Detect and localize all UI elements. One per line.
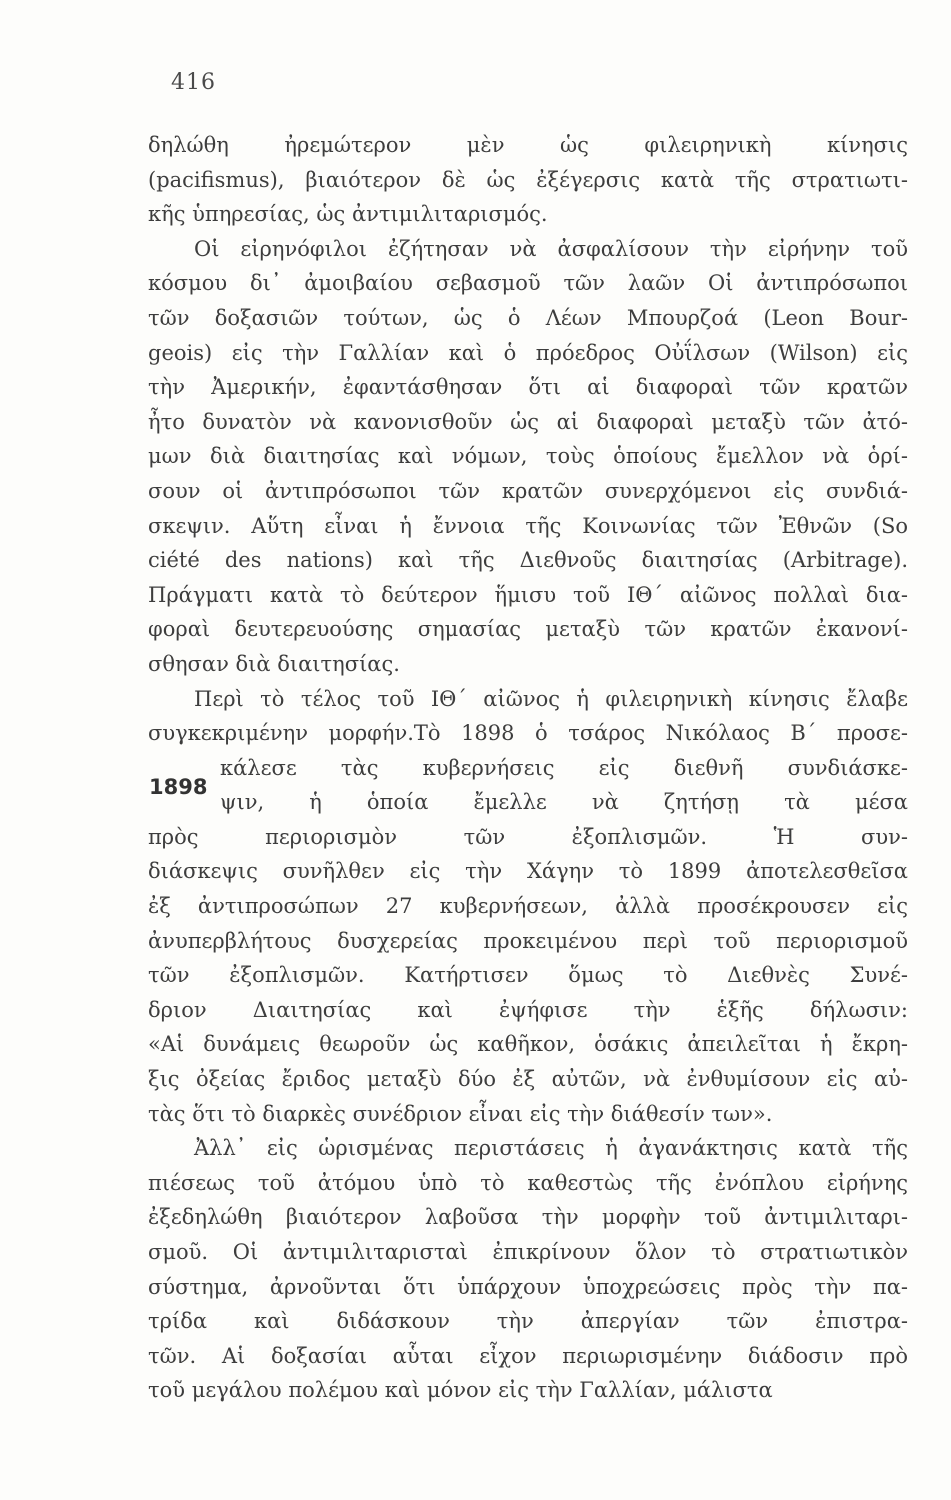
text-line: διάσκεψις συνῆλθεν εἰς τὴν Χάγην τὸ 1899 ἀποτελεσθεῖσα: [148, 859, 908, 884]
text-line: ἀνυπερβλήτους δυσχερείας προκειμένου περὶ τοῦ περιορισμοῦ: [148, 928, 908, 953]
text-line: τὴν Ἀμερικήν, ἐφαντάσθησαν ὅτι αἱ διαφοραὶ τῶν κρατῶν: [148, 375, 908, 400]
text-line: σουν οἱ ἀντιπρόσωποι τῶν κρατῶν συνερχόμενοι εἰς συνδιά-: [148, 478, 908, 503]
text-line: πρὸς περιορισμὸν τῶν ἐξοπλισμῶν. Ἡ συν-: [148, 824, 908, 849]
text-line: ἐξ ἀντιπροσώπων 27 κυβερνήσεων, ἀλλὰ προσέκρουσεν εἰς: [148, 894, 908, 919]
text-line: κάλεσε τὰς κυβερνήσεις εἰς διεθνῆ συνδιάσκε-: [220, 755, 908, 780]
text-line: ψιν, ἡ ὁποία ἔμελλε νὰ ζητήσῃ τὰ μέσα: [220, 790, 908, 815]
text-line: ciété des nations) καὶ τῆς Διεθνοῦς διαιτησίας (Arbitrage).: [148, 548, 908, 573]
text-line: κῆς ὑπηρεσίας, ὡς ἀντιμιλιταρισμός.: [148, 202, 548, 227]
text-line: ξις ὀξείας ἔριδος μεταξὺ δύο ἐξ αὐτῶν, νὰ ἐνθυμίσουν εἰς αὐ-: [148, 1067, 908, 1092]
text-line: Ἀλλ᾿ εἰς ὡρισμένας περιστάσεις ἡ ἀγανάκτησις κατὰ τῆς: [194, 1136, 908, 1161]
text-line: μων διὰ διαιτησίας καὶ νόμων, τοὺς ὁποίους ἔμελλον νὰ ὁρί-: [148, 444, 908, 469]
text-line: σύστημα, ἀρνοῦνται ὅτι ὑπάρχουν ὑποχρεώσεις πρὸς τὴν πα-: [148, 1274, 908, 1299]
text-line: σθησαν διὰ διαιτησίας.: [148, 651, 400, 676]
text-line: τοῦ μεγάλου πολέμου καὶ μόνον εἰς τὴν Γαλλίαν, μάλιστα: [148, 1378, 773, 1403]
text-line: συγκεκριμένην μορφήν.Τὸ 1898 ὁ τσάρος Νικόλαος Β´ προσε-: [148, 721, 908, 746]
text-line: σκεψιν. Αὕτη εἶναι ἡ ἔννοια τῆς Κοινωνίας τῶν Ἐθνῶν (So: [148, 513, 908, 538]
text-line: τρίδα καὶ διδάσκουν τὴν ἀπεργίαν τῶν ἐπιστρα-: [148, 1309, 908, 1334]
text-line: τῶν δοξασιῶν τούτων, ὡς ὁ Λέων Μπουρζοά (Leon Bour-: [148, 305, 908, 330]
text-line: geois) εἰς τὴν Γαλλίαν καὶ ὁ πρόεδρος Οὐΐλσων (Wilson) εἰς: [148, 340, 908, 365]
body-text: [148, 128, 908, 1408]
text-line: ἐξεδηλώθη βιαιότερον λαβοῦσα τὴν μορφὴν τοῦ ἀντιμιλιταρι-: [148, 1205, 908, 1230]
text-line: Πράγματι κατὰ τὸ δεύτερον ἥμισυ τοῦ ΙΘ´ αἰῶνος πολλαὶ δια-: [148, 582, 908, 607]
page-number: 416: [171, 70, 216, 95]
text-line: τῶν. Αἱ δοξασίαι αὗται εἶχον περιωρισμένην διάδοσιν πρὸ: [148, 1343, 908, 1368]
text-line: φοραὶ δευτερευούσης σημασίας μεταξὺ τῶν κρατῶν ἐκανονί-: [148, 617, 908, 642]
text-line: δριον Διαιτησίας καὶ ἐψήφισε τὴν ἑξῆς δήλωσιν:: [148, 997, 908, 1022]
text-line: (pacifismus), βιαιότερον δὲ ὡς ἐξέγερσις κατὰ τῆς στρατιωτι-: [148, 167, 908, 192]
text-line: δηλώθη ἠρεμώτερον μὲν ὡς φιλειρηνικὴ κίνησις: [148, 133, 908, 157]
text-line: ἦτο δυνατὸν νὰ κανονισθοῦν ὡς αἱ διαφοραὶ μεταξὺ τῶν ἀτό-: [148, 409, 908, 434]
text-line: τὰς ὅτι τὸ διαρκὲς συνέδριον εἶναι εἰς τὴν διάθεσίν των».: [148, 1101, 773, 1126]
text-line: σμοῦ. Οἱ ἀντιμιλιταρισταὶ ἐπικρίνουν ὅλον τὸ στρατιωτικὸν: [148, 1240, 908, 1264]
text-line: κόσμου δι᾿ ἀμοιβαίου σεβασμοῦ τῶν λαῶν Οἱ ἀντιπρόσωποι: [148, 271, 908, 296]
text-line: Περὶ τὸ τέλος τοῦ ΙΘ´ αἰῶνος ἡ φιλειρηνικὴ κίνησις ἔλαβε: [194, 686, 908, 711]
text-line: «Αἱ δυνάμεις θεωροῦν ὡς καθῆκον, ὁσάκις ἀπειλεῖται ἡ ἔκρη-: [148, 1032, 908, 1057]
text-line: τῶν ἐξοπλισμῶν. Κατήρτισεν ὅμως τὸ Διεθνὲς Συνέ-: [148, 963, 908, 988]
text-line: πιέσεως τοῦ ἀτόμου ὑπὸ τὸ καθεστὼς τῆς ἐνόπλου εἰρήνης: [148, 1170, 908, 1195]
text-line: Οἱ εἰρηνόφιλοι ἐζήτησαν νὰ ἀσφαλίσουν τὴν εἰρήνην τοῦ: [194, 236, 908, 261]
margin-note-year: 1898: [149, 775, 208, 799]
